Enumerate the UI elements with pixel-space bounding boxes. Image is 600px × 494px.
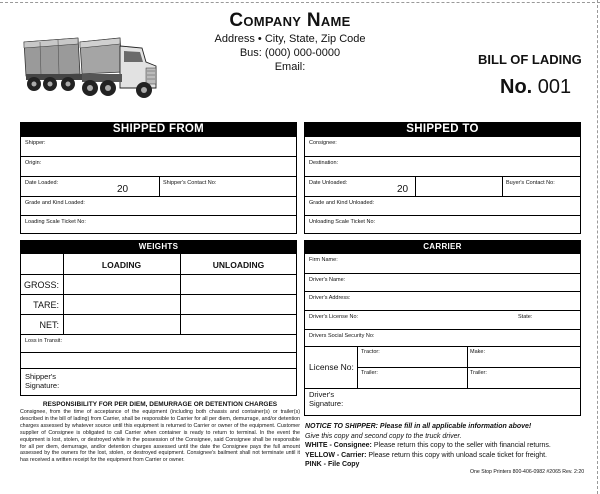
shipped-to-section [304, 122, 581, 234]
grade-loaded-label: Grade and Kind Loaded: [25, 200, 85, 206]
cut-line-top [0, 2, 600, 3]
white-copy-text: Please return this copy to the seller with financial returns. [373, 442, 551, 449]
loading-column-header: LOADING [101, 260, 142, 270]
company-address: Address • City, State, Zip Code [214, 33, 366, 45]
divider [180, 295, 181, 314]
shipper-field[interactable] [21, 136, 296, 156]
make-label: Make: [470, 349, 485, 355]
shipped-from-header: SHIPPED FROM [21, 123, 296, 136]
loading-ticket-label: Loading Scale Ticket No: [25, 219, 86, 225]
driver-signature-field[interactable] [305, 388, 580, 409]
notice-block [305, 422, 595, 470]
shipped-from-section [20, 122, 297, 234]
weights-section [20, 240, 297, 396]
destination-label: Destination: [309, 160, 339, 166]
gross-row[interactable] [21, 274, 296, 294]
divider [63, 275, 64, 294]
printer-credit: One Stop Printers 800-406-0982 #2065 Rev. 2:20 [470, 469, 585, 475]
driver-name-label: Driver's Name: [309, 277, 346, 283]
gross-label: GROSS: [23, 280, 59, 290]
date-unloaded-row [305, 176, 580, 196]
unloading-ticket-label: Unloading Scale Ticket No: [309, 219, 376, 225]
ssn-field[interactable] [305, 329, 580, 346]
date-unloaded-label: Date Unloaded: [309, 180, 348, 186]
divider [180, 275, 181, 294]
shipper-signature-field[interactable] [21, 368, 296, 394]
origin-label: Origin: [25, 160, 42, 166]
tare-row[interactable] [21, 294, 296, 314]
trailer-label-1: Trailer: [361, 370, 378, 376]
driver-address-field[interactable] [305, 291, 580, 310]
divider [21, 352, 296, 353]
divider [180, 315, 181, 334]
carrier-section [304, 240, 581, 416]
number-label: No. [500, 76, 533, 98]
destination-field[interactable] [305, 156, 580, 176]
shipper-label: Shipper: [25, 140, 46, 146]
yellow-copy-label: YELLOW - Carrier: [305, 451, 367, 459]
net-row[interactable] [21, 314, 296, 334]
loading-ticket-field[interactable] [21, 215, 296, 233]
license-plate-label: License No: [309, 362, 354, 372]
divider [63, 315, 64, 334]
date-loaded-row [21, 176, 296, 196]
document-title: BILL OF LADING [478, 52, 582, 67]
grade-loaded-field[interactable] [21, 196, 296, 215]
grade-unloaded-field[interactable] [305, 196, 580, 215]
date-loaded-year: 20 [117, 184, 129, 195]
white-copy-note [305, 441, 595, 451]
company-phone: Bus: (000) 000-0000 [239, 47, 341, 59]
consignee-field[interactable] [305, 136, 580, 156]
driver-signature-label: Driver's Signature: [309, 390, 344, 408]
company-email: Email: [274, 61, 306, 73]
document-number [500, 76, 571, 99]
company-name: Company Name [229, 10, 351, 31]
consignee-label: Consignee: [309, 140, 337, 146]
date-unloaded-year: 20 [397, 184, 409, 195]
divider [159, 177, 160, 196]
shipper-contact-label: Shipper's Contact No: [163, 180, 217, 186]
firm-name-field[interactable] [305, 253, 580, 273]
dump-truck-illustration [20, 12, 160, 107]
buyer-contact-label: Buyer's Contact No: [506, 180, 555, 186]
grade-unloaded-label: Grade and Kind Unloaded: [309, 200, 375, 206]
responsibility-title: RESPONSIBILITY FOR PER DIEM, DEMURRAGE OR DETENTION CHARGES [42, 401, 278, 408]
unloading-column-header: UNLOADING [212, 260, 265, 270]
driver-license-label: Driver's License No: [309, 314, 359, 320]
divider [415, 177, 416, 196]
unloading-ticket-field[interactable] [305, 215, 580, 233]
vehicle-block [305, 346, 580, 388]
driver-name-field[interactable] [305, 273, 580, 291]
divider [467, 347, 468, 388]
yellow-copy-note [305, 451, 595, 461]
white-copy-label: WHITE - Consignee: [305, 442, 372, 449]
date-loaded-label: Date Loaded: [25, 180, 59, 186]
net-label: NET: [39, 320, 59, 330]
divider [357, 367, 580, 368]
carrier-header: CARRIER [305, 241, 580, 253]
shipper-signature-label: Shipper's Signature: [25, 372, 60, 390]
loss-in-transit-label: Loss in Transit: [25, 338, 62, 344]
responsibility-body: Consignee, from the time of acceptance of the equipment (including both chassis and container(s) or trailer(s) described in the bill of lading) from Carrier, shall be responsible to Carrier for all per diem, demurrage, and/or detention charges assessed by whatever source until this equipment is returned to Carrier or owner of the equipment. Customer supplier of Consignee is obligated to call Carrier when container is ready to return to terminal. In the event the equipment is lost, stolen, or destroyed while in the possession of the Consignee, said Consignee shall be responsible for all per diem, demurrage, and/or detention charges assessed until the date the Consignee pays the full amount assessed by the owners for the lost, stolen, or destroyed equipment. Consignee's bailment shall not terminate until it has received a written receipt for the equipment from Carrier or owner. [20, 409, 300, 464]
notice-line-2: Give this copy and second copy to the truck driver. [305, 432, 462, 440]
number-value: 001 [537, 76, 572, 98]
divider [63, 295, 64, 314]
ssn-label: Drivers Social Security No: [309, 333, 375, 339]
cut-line-right [597, 0, 598, 494]
tractor-label: Tractor: [361, 349, 380, 355]
weights-header: WEIGHTS [21, 241, 296, 253]
driver-license-row[interactable] [305, 310, 580, 329]
notice-line-1: NOTICE TO SHIPPER: Please fill in all applicable information above! [305, 423, 532, 430]
state-label: State: [518, 314, 533, 320]
company-block [180, 10, 400, 74]
shipped-to-header: SHIPPED TO [305, 123, 580, 136]
yellow-copy-text: Please return this copy with unload scale ticket for freight. [368, 451, 547, 459]
pink-copy-note: PINK - File Copy [305, 461, 360, 468]
origin-field[interactable] [21, 156, 296, 176]
loss-in-transit-field[interactable] [21, 334, 296, 368]
driver-address-label: Driver's Address: [309, 295, 351, 301]
firm-name-label: Firm Name: [309, 257, 338, 263]
divider [502, 177, 503, 196]
weights-column-headers [21, 253, 296, 274]
tare-label: TARE: [33, 300, 59, 310]
trailer-label-2: Trailer: [470, 370, 487, 376]
